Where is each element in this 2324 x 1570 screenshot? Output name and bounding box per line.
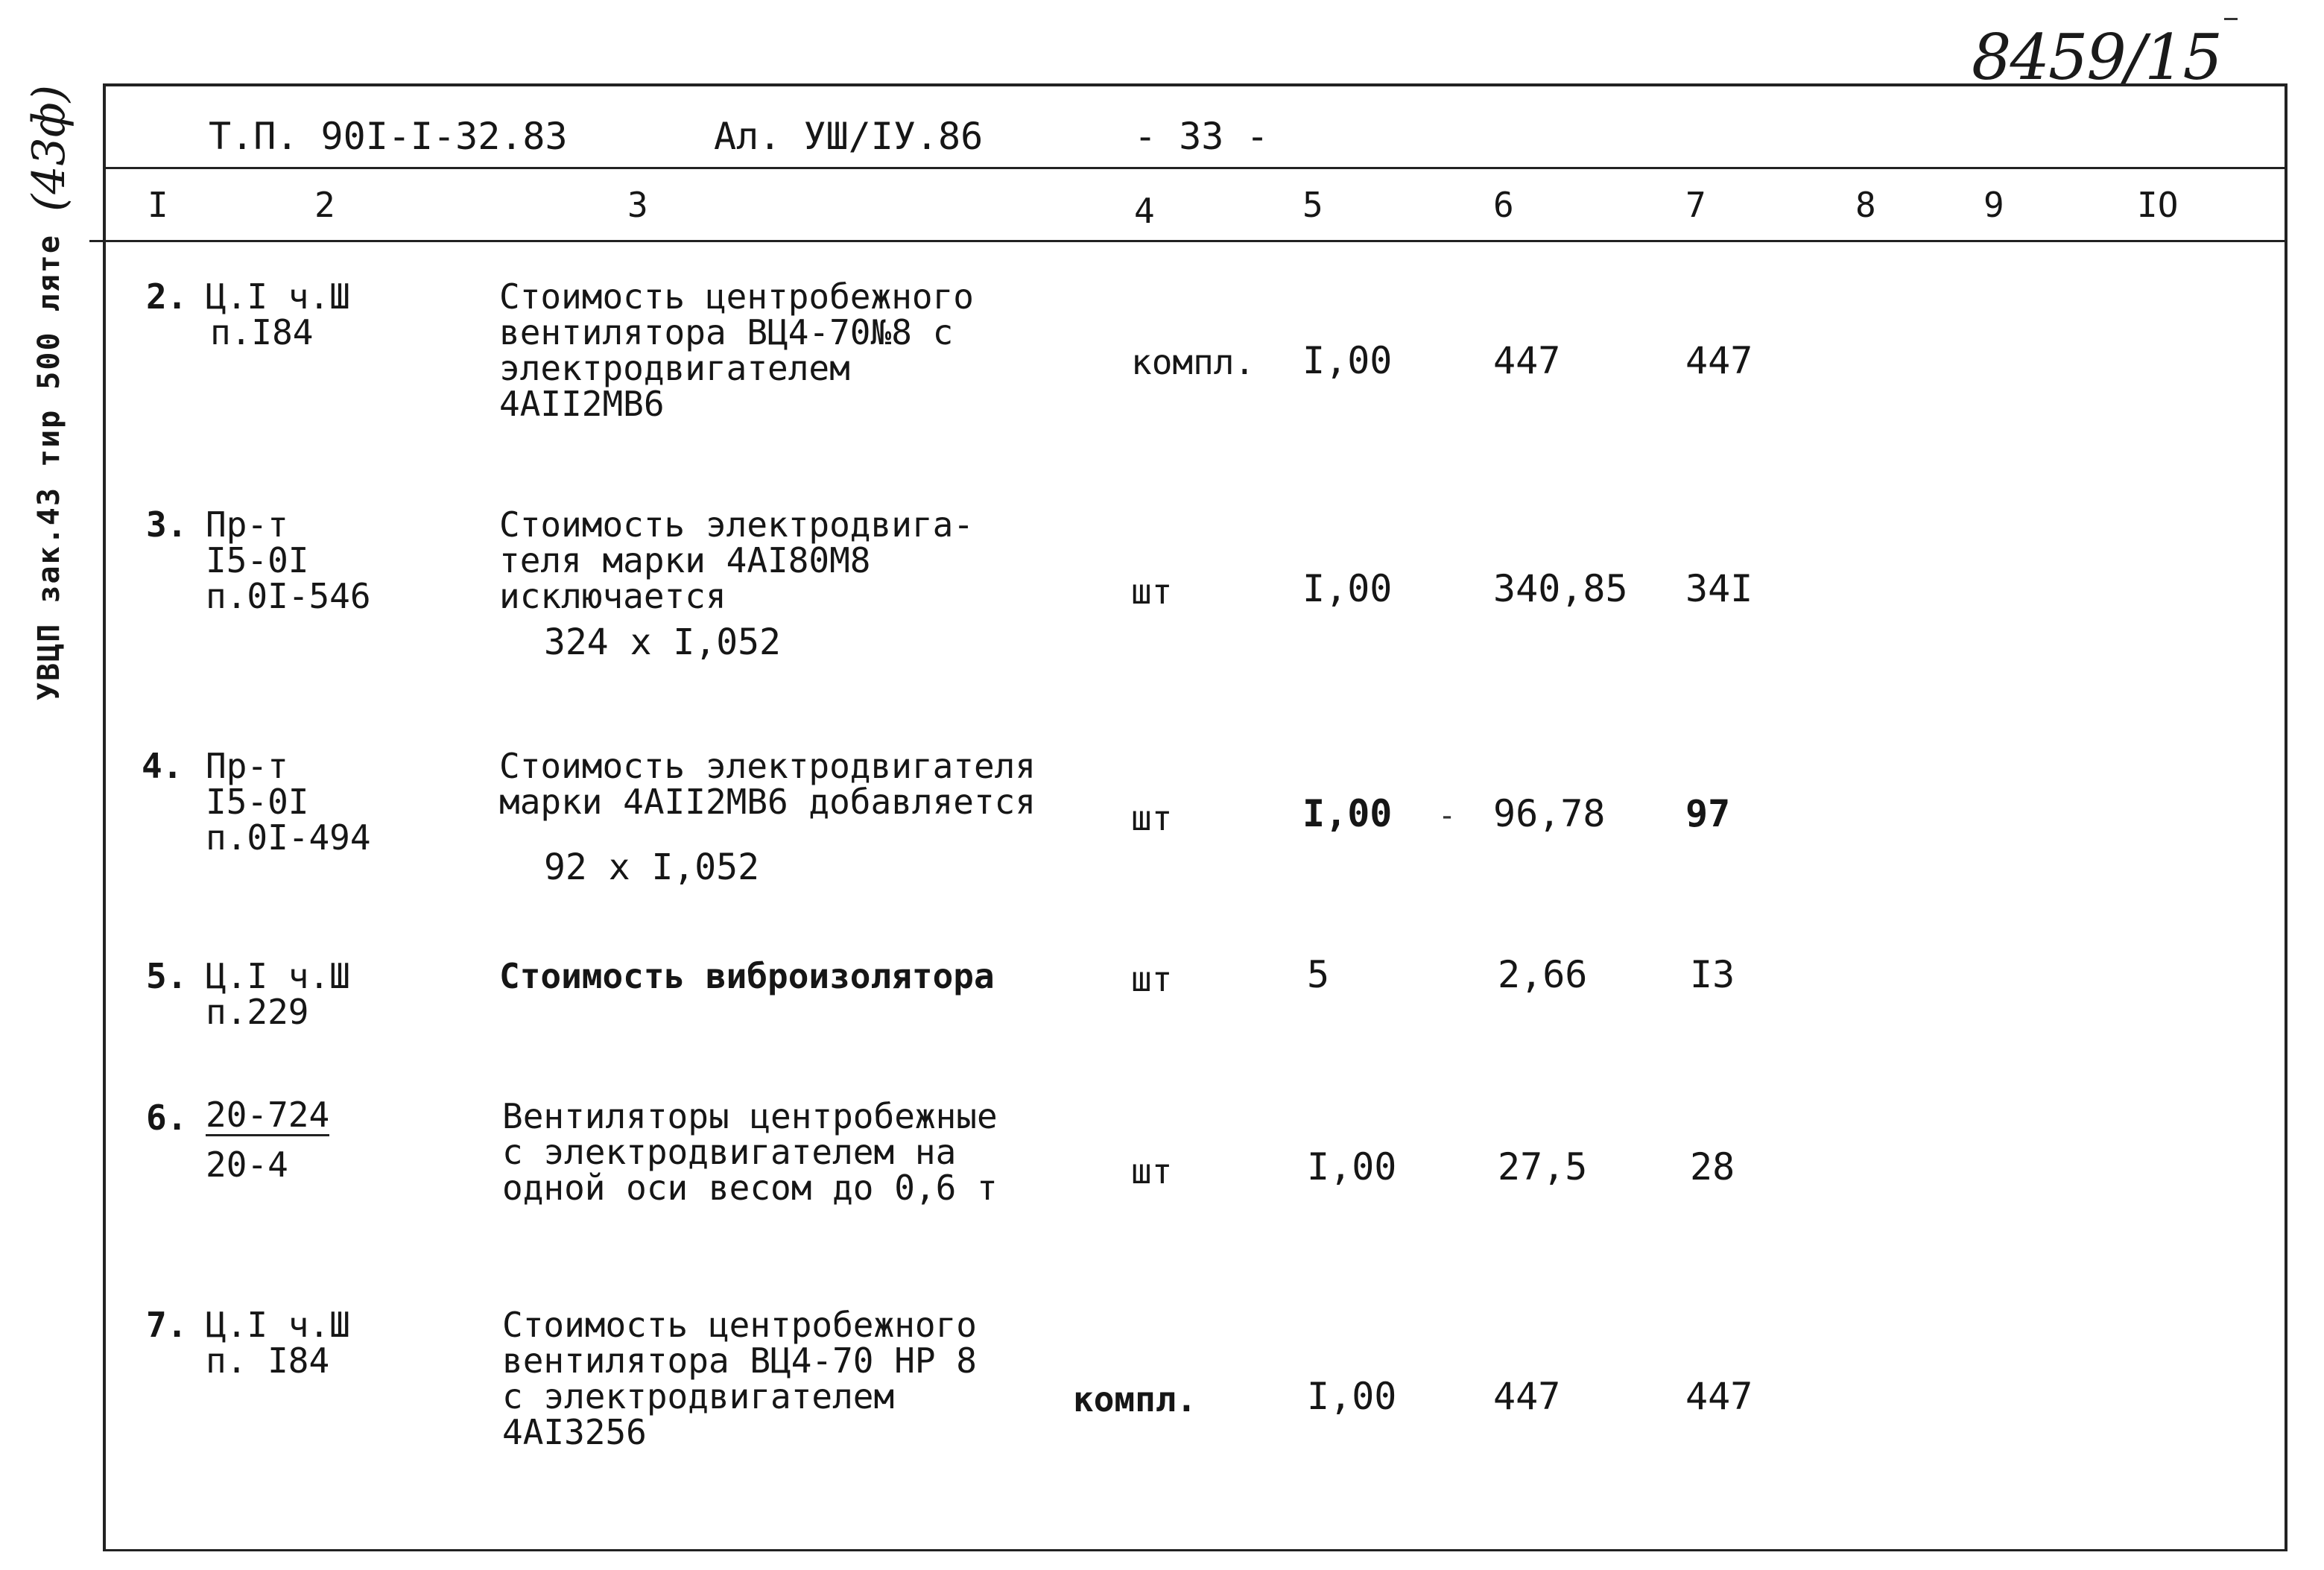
row-description: Стоимость электродвигателя марки 4АII2МВ6 добавляется (499, 746, 1036, 822)
row-quantity: 5 (1307, 953, 1330, 996)
row-unit: шт (1131, 572, 1173, 612)
row-total: 447 (1685, 339, 1753, 382)
column-number-3: 3 (627, 185, 648, 225)
row-reference: Пр-т I5-0I п.0I-494 (206, 746, 371, 858)
project-code: Т.П. 90I-I-32.83 (209, 115, 568, 158)
row-quantity: I,00 (1302, 792, 1393, 835)
page-number: - 33 - (1134, 115, 1269, 158)
row-total: 28 (1690, 1145, 1735, 1188)
stray-dash-mark: - (1438, 799, 1457, 833)
row-unit: шт (1131, 959, 1173, 999)
row-unit-price: 27,5 (1498, 1145, 1588, 1188)
column-number-2: 2 (314, 185, 335, 225)
top-dash (2224, 18, 2238, 20)
row-description: Стоимость электродвига- теля марки 4АI80М8 исключается (499, 504, 974, 616)
row-reference: 20-724 20-4 (206, 1095, 330, 1185)
row-reference: Ц.I ч.Ш п.229 (206, 956, 350, 1032)
column-number-4: 4 (1134, 191, 1155, 231)
row-number: 2. (146, 276, 188, 317)
row-quantity: I,00 (1307, 1375, 1397, 1418)
side-stamp-text: УВЦП зак.43 тир 500 ляте (32, 234, 66, 700)
row-number: 5. (146, 956, 188, 996)
row-total: 447 (1685, 1375, 1753, 1418)
row-formula: 324 х I,052 (544, 621, 781, 663)
column-number-8: 8 (1855, 185, 1876, 225)
row-number: 3. (146, 504, 188, 545)
column-number-5: 5 (1302, 185, 1323, 225)
column-number-7: 7 (1685, 185, 1706, 225)
row-number: 4. (142, 746, 183, 786)
row-total: 97 (1685, 792, 1731, 835)
column-header-divider (89, 240, 2287, 242)
row-unit: шт (1131, 798, 1173, 838)
row-reference: Ц.I ч.Ш п.I84 (206, 276, 350, 352)
row-unit-price: 2,66 (1498, 953, 1588, 996)
row-description: Стоимость виброизолятора (499, 956, 995, 996)
row-unit-price: 447 (1493, 339, 1561, 382)
row-number: 6. (146, 1098, 188, 1138)
column-number-6: 6 (1493, 185, 1514, 225)
column-number-1: I (148, 185, 168, 225)
row-description: Стоимость центробежного вентилятора ВЦ4-70 НР 8 с электродвигателем 4АI3256 (502, 1305, 977, 1452)
column-number-10: IO (2137, 185, 2179, 225)
side-stamp (4, 84, 94, 700)
row-number: 7. (146, 1305, 188, 1345)
row-description: Вентиляторы центробежные с электродвигателем на одной оси весом до 0,6 т (502, 1096, 998, 1208)
row-unit-price: 447 (1493, 1375, 1561, 1418)
row-total: 34I (1685, 567, 1753, 610)
row-quantity: I,00 (1307, 1145, 1397, 1188)
handwritten-sheet-number: 8459/15 (1972, 21, 2221, 94)
row-unit-price: 340,85 (1493, 567, 1628, 610)
row-quantity: I,00 (1302, 339, 1393, 382)
row-unit: шт (1131, 1151, 1173, 1191)
album-code: Ал. УШ/IУ.86 (714, 115, 984, 158)
table-frame (103, 83, 2287, 1551)
header-divider (103, 167, 2287, 169)
column-number-9: 9 (1983, 185, 2004, 225)
row-reference: Пр-т I5-0I п.0I-546 (206, 504, 371, 616)
side-stamp-handwritten: (43ф) (23, 84, 75, 212)
row-unit: компл. (1073, 1379, 1197, 1419)
row-unit: компл. (1131, 342, 1256, 382)
row-reference: Ц.I ч.Ш п. I84 (206, 1305, 350, 1381)
row-total: I3 (1690, 953, 1735, 996)
row-formula: 92 х I,052 (544, 846, 759, 888)
row-quantity: I,00 (1302, 567, 1393, 610)
row-unit-price: 96,78 (1493, 792, 1606, 835)
row-description: Стоимость центробежного вентилятора ВЦ4-70№8 с электродвигателем 4АII2МВ6 (499, 276, 974, 424)
